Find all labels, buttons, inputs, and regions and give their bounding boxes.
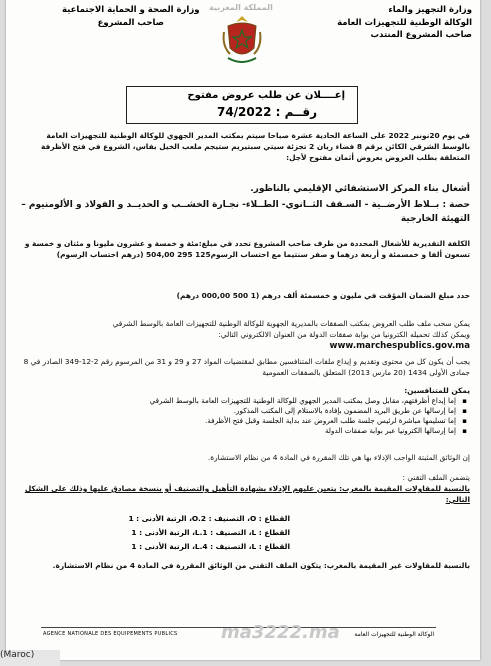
issuer-header (337, 4, 472, 42)
list-item: ▪ إما إرسالها الكترونيا عبر بوابة صفقات الدولة (36, 426, 456, 436)
corner-label: (Maroc) (0, 650, 60, 666)
technical-file-foreign: بالنسبة للمقاولات غير المقيمة بالمغرب: يتكون الملف التقني من الوثائق المقررة في المادة 4 من نظام الاستشارة. (52, 561, 470, 570)
technical-file-intro: يتضمن الملف التقني : (402, 473, 470, 482)
announcement-title: إعــــلان عن طلب عروض مفتوح (187, 90, 345, 101)
estimated-cost: الكلفة التقديرية للأشغال المحددة من طرف صاحب المشروع تحدد في مبلغ:مئة و خمسة و عشرون مليونا و مئتان و خمسة و تسعون ألفا و خمسمئة و أربعة درهما و صفر سنتيما مع احتساب الرسوم125 295 504,00 (درهم احتساب الرسوم) (24, 239, 470, 259)
watermark: ma3222.ma (221, 622, 340, 643)
legal-reference: يجب أن يكون كل من محتوى وتقديم و إيداع ملفات المتنافسين مطابق لمقتضيات المواد 27 و 29 و 31 من المرسوم رقم 2-12-349 الصادر في 8 جمادى الأولى 1434 (20 مارس 2013) المتعلق بالصفقات العمومية (23, 357, 470, 377)
project-title: أشغال بناء المركز الاستشفائي الإقليمي بالناظور. (250, 184, 470, 194)
portal-url-line (20, 340, 470, 352)
proof-documents: إن الوثائق المثبتة الواجب الإدلاء بها هي تلك المقررة في المادة 4 من نظام الاستشارة. (207, 453, 470, 462)
document-page (6, 0, 480, 660)
owner-header (62, 4, 200, 29)
project-lot: حصة : بــلاط الأرضــية - السـقف الثــانوي- الطــلاء- نجـارة الخشــب و الحديــد و الفولاذ و الألومنيوم – التهيئة الخارجية (21, 200, 470, 224)
health-ministry-name: وزارة الصحة و الحماية الاجتماعية (62, 5, 200, 15)
ministry-name: وزارة التجهيز والماء (388, 5, 472, 15)
agency-name: الوكالة الوطنية للتجهيزات العامة (337, 17, 472, 28)
classification-row: القطاع : L، التصنيف : L.4، الرتبة الأدنى : 1 (131, 542, 290, 551)
withdrawal-info: يمكن سحب ملف طلب العروض بمكتب الصفقات بالمديرية الجهوية للوكالة الوطنية للتجهيزات العامة بالوسط الشرقي (112, 319, 470, 328)
portal-url[interactable]: www.marchespublics.gov.ma (329, 341, 470, 351)
intro-paragraph: في يوم 20نونبر 2022 على الساعة الحادية عشرة صباحا سيتم بمكتب المدير الجهوي للوكالة الوطنية للتجهيزات العامة بالوسط الشرقي الكائن برقم 8 فضاء ريان 2 تجزئة سيتي سبتيريم ستيجم ملعب الخيل بفاس، الشروع في فتح الأظرفة المتعلقة بطلب العروض بعروض أثمان مفتوح لأجل: (41, 131, 470, 162)
classification-row: القطاع : L، التصنيف : L.1، الرتبة الأدنى : 1 (131, 528, 290, 537)
delegated-owner: صاحب المشروع المنتدب (370, 30, 472, 40)
list-item: ▪ إما إرسالها عن طريق البريد المضمون بإفادة بالاستلام إلى المكتب المذكور. (36, 406, 456, 416)
provisional-deposit: حدد مبلغ الضمان المؤقت في مليون و خمسمئة ألف درهم (1 500 000,00 درهم) (176, 291, 470, 300)
submission-list (36, 396, 468, 436)
coat-of-arms-icon (218, 12, 266, 68)
classification-row: القطاع : O، التصنيف : O.2، الرتبة الأدنى : 1 (128, 514, 290, 523)
kingdom-title: المملكة المغربية (209, 3, 273, 12)
technical-file-local: بالنسبة للمقاولات المقيمة بالمغرب: يتعين عليهم الإدلاء بشهادة التأهيل والتصنيف أو بنسخة مصادق عليها وذلك على الشكل التالي: (24, 484, 470, 504)
footer-agency-fr: AGENCE NATIONALE DES EQUIPEMENTS PUBLICS (43, 631, 178, 637)
list-item: ▪ إما إيداع أظرفتهم، مقابل وصل بمكتب المدير الجهوي للوكالة الوطنية للتجهيزات العامة بالوسط الشرقي (36, 396, 456, 406)
list-item: ▪ إما تسليمها مباشرة لرئيس جلسة طلب العروض عند بداية الجلسة وقبل فتح الأظرفة. (36, 416, 456, 426)
footer-agency-ar: الوكالة الوطنية للتجهيزات العامة (354, 631, 434, 638)
submission-intro: يمكن للمتنافسين: (404, 386, 470, 395)
page-footer (41, 622, 436, 652)
download-info: ويمكن كذلك تحميله الكترونيا من بوابة صفقات الدولة من العنوان الالكتروني التالي: (218, 330, 470, 339)
announcement-title-box (126, 86, 358, 124)
project-owner: صاحب المشروع (97, 17, 164, 28)
announcement-number: رقــم : 74/2022 (216, 105, 317, 119)
